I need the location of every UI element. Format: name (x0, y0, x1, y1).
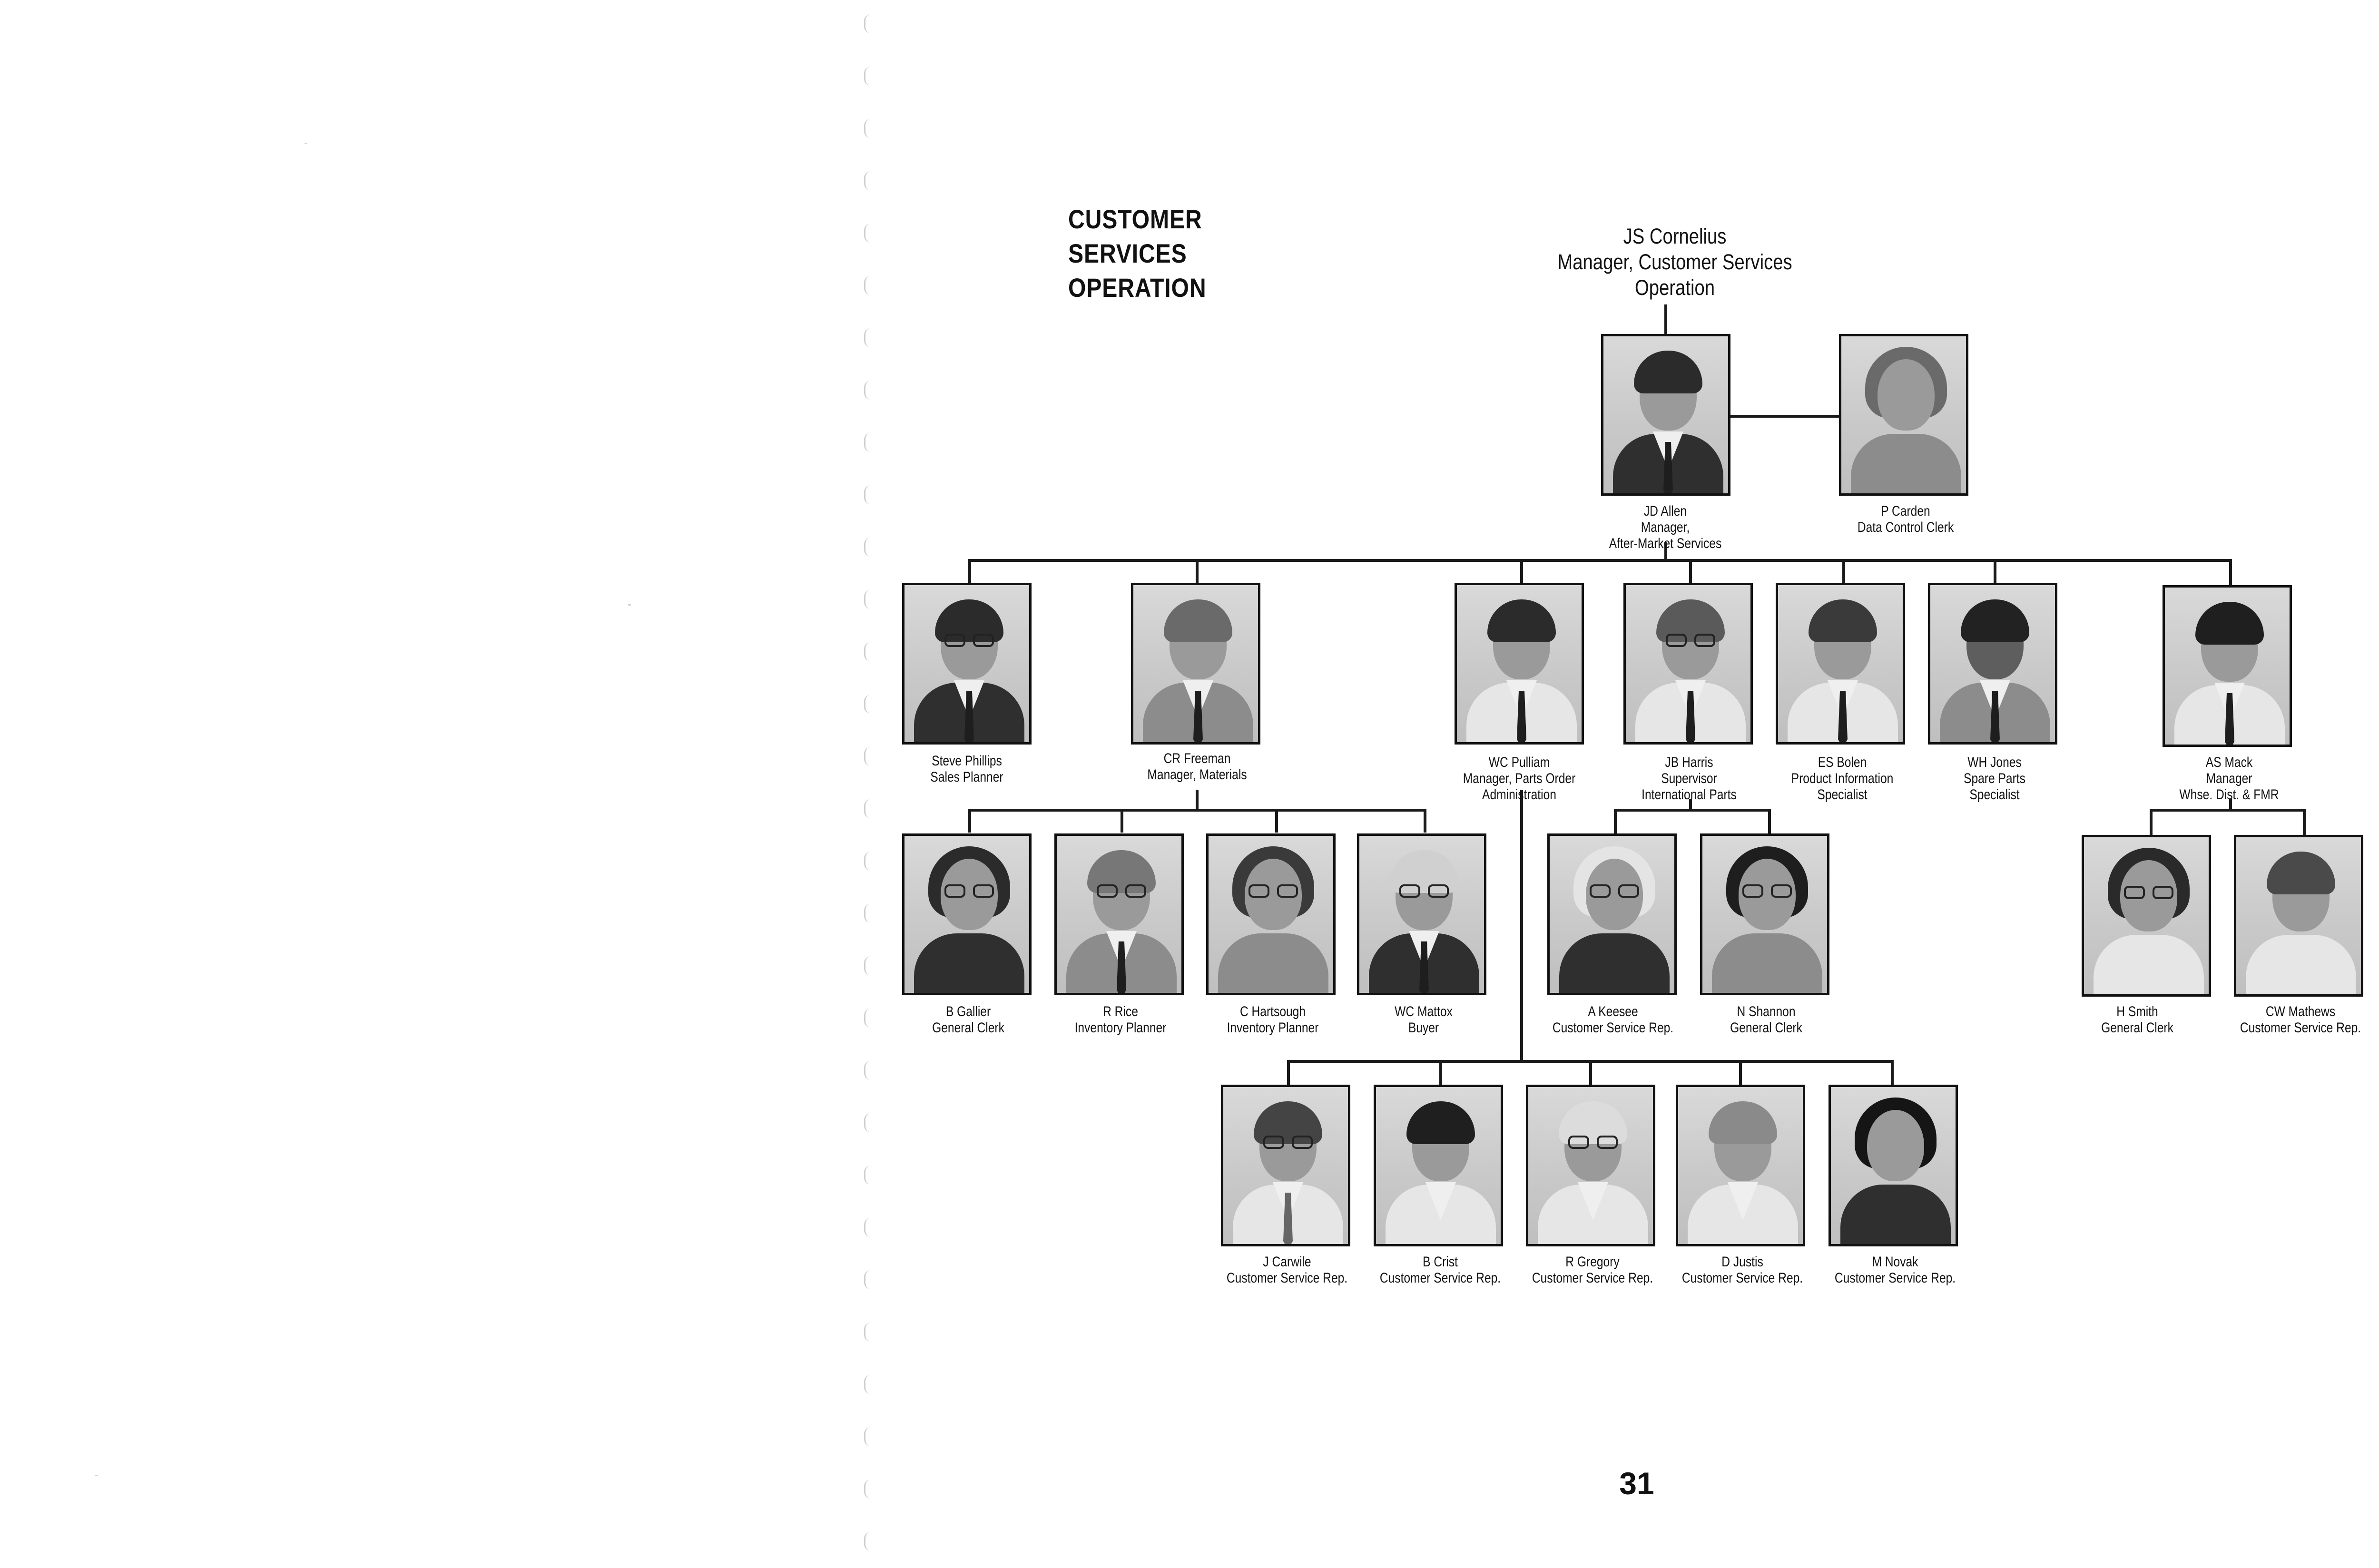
person-name: R Gregory (1565, 1254, 1620, 1270)
connector-line (1287, 1060, 1290, 1086)
paper-speck (628, 604, 631, 606)
caption-es-bolen (1760, 755, 1924, 803)
person-name: WC Pulliam (1488, 755, 1550, 770)
caption-steve-phillips (885, 753, 1049, 785)
connector-line (1614, 809, 1617, 835)
connector-line (1664, 304, 1667, 335)
person-title: General Clerk (2101, 1020, 2173, 1036)
section-title-line: SERVICES (1068, 238, 1187, 268)
connector-line (968, 809, 971, 833)
connector-line (1196, 559, 1199, 583)
person-title: After-Market Services (1609, 536, 1722, 551)
person-name: JD Allen (1643, 503, 1687, 519)
person-title: Administration (1482, 787, 1556, 803)
person-name: D Justis (1721, 1254, 1763, 1270)
caption-d-justis (1661, 1254, 1824, 1286)
photo-a-keesee (1547, 833, 1677, 995)
caption-b-crist (1358, 1254, 1522, 1286)
person-title: Manager, Parts Order (1463, 771, 1576, 786)
connector-line (2229, 559, 2232, 585)
photo-m-novak (1828, 1085, 1958, 1246)
photo-b-gallier (902, 833, 1032, 995)
person-name: P Carden (1881, 503, 1930, 519)
person-name: M Novak (1872, 1254, 1918, 1270)
photo-n-shannon (1700, 833, 1829, 995)
photo-p-carden (1839, 334, 1968, 496)
person-title: Specialist (1817, 787, 1868, 803)
connector-line (968, 809, 1425, 812)
person-title: General Clerk (932, 1020, 1004, 1036)
photo-jb-harris (1623, 583, 1753, 745)
person-name: JB Harris (1665, 755, 1713, 770)
photo-r-gregory (1526, 1085, 1655, 1246)
connector-line (1424, 809, 1426, 833)
person-name: Steve Phillips (932, 753, 1002, 769)
connector-line (1689, 559, 1692, 583)
top-manager-name: JS Cornelius (1623, 224, 1727, 248)
person-name: R Rice (1103, 1004, 1138, 1019)
person-title: Whse. Dist. & FMR (2179, 787, 2279, 803)
caption-c-hartsough (1191, 1004, 1355, 1036)
person-name: A Keesee (1588, 1004, 1638, 1019)
connector-line (2150, 809, 2306, 812)
person-title: Customer Service Rep. (1681, 1270, 1803, 1286)
connector-line (1891, 1060, 1894, 1086)
connector-line (1589, 1060, 1592, 1086)
caption-a-keesee (1531, 1004, 1695, 1036)
caption-jb-harris (1607, 755, 1771, 803)
person-name: CR Freeman (1163, 751, 1231, 766)
person-title: Customer Service Rep. (1226, 1270, 1348, 1286)
person-title: Customer Service Rep. (1834, 1270, 1956, 1286)
person-name: WH Jones (1967, 755, 2022, 770)
person-title: Inventory Planner (1227, 1020, 1319, 1036)
connector-line (1614, 809, 1771, 812)
photo-steve-phillips (902, 583, 1032, 745)
connector-line (1842, 559, 1845, 583)
person-title: Customer Service Rep. (1532, 1270, 1653, 1286)
caption-h-smith (2055, 1004, 2219, 1036)
photo-es-bolen (1776, 583, 1905, 745)
caption-wc-pulliam (1437, 755, 1601, 803)
connector-line (1730, 415, 1841, 418)
photo-wc-pulliam (1455, 583, 1584, 745)
paper-speck (95, 1475, 98, 1476)
person-title: Manager, (1641, 519, 1690, 535)
photo-cr-freeman (1131, 583, 1260, 745)
person-title: Manager, Materials (1147, 767, 1247, 783)
person-name: N Shannon (1737, 1004, 1796, 1019)
person-title: General Clerk (1730, 1020, 1802, 1036)
connector-line (1121, 809, 1123, 833)
person-title: Inventory Planner (1074, 1020, 1167, 1036)
person-title: Specialist (1969, 787, 2020, 803)
connector-line (1739, 1060, 1742, 1086)
caption-m-novak (1813, 1254, 1977, 1286)
person-title: Customer Service Rep. (1379, 1270, 1501, 1286)
connector-line (1520, 559, 1523, 583)
person-title: Product Information (1791, 771, 1894, 786)
section-title-line: OPERATION (1068, 273, 1207, 303)
photo-b-crist (1374, 1085, 1503, 1246)
person-title: Customer Service Rep. (1552, 1020, 1674, 1036)
connector-line (1768, 809, 1771, 835)
person-title: Customer Service Rep. (2240, 1020, 2361, 1036)
page-number: 31 (1619, 1466, 1654, 1501)
photo-r-rice (1054, 833, 1184, 995)
person-name: H Smith (2116, 1004, 2158, 1019)
connector-line (968, 559, 971, 583)
caption-r-gregory (1511, 1254, 1674, 1286)
caption-j-carwile (1205, 1254, 1369, 1286)
section-title (1068, 202, 1240, 305)
photo-as-mack (2163, 585, 2292, 747)
caption-cr-freeman (1115, 751, 1279, 783)
photo-cw-mathews (2234, 835, 2363, 997)
caption-wc-mattox (1342, 1004, 1505, 1036)
caption-n-shannon (1684, 1004, 1848, 1036)
person-title: International Parts (1642, 787, 1737, 803)
photo-wc-mattox (1357, 833, 1486, 995)
section-title-line: CUSTOMER (1068, 204, 1202, 234)
person-title: Spare Parts (1964, 771, 2025, 786)
photo-wh-jones (1928, 583, 2057, 745)
connector-line (1520, 790, 1523, 1062)
person-name: C Hartsough (1239, 1004, 1306, 1019)
photo-c-hartsough (1206, 833, 1336, 995)
top-manager-title: Manager, Customer Services (1557, 250, 1792, 274)
caption-jd-allen (1583, 503, 1747, 552)
connector-line (1275, 809, 1278, 833)
person-title: Buyer (1408, 1020, 1439, 1036)
connector-line (2303, 809, 2306, 835)
person-name: CW Mathews (2265, 1004, 2336, 1019)
caption-b-gallier (886, 1004, 1050, 1036)
paper-speck (305, 143, 307, 144)
connector-line (1439, 1060, 1442, 1086)
caption-p-carden (1824, 503, 1987, 536)
caption-cw-mathews (2219, 1004, 2379, 1036)
connector-line (968, 559, 2232, 562)
caption-r-rice (1039, 1004, 1202, 1036)
person-title: Data Control Clerk (1857, 519, 1954, 535)
caption-as-mack (2147, 755, 2311, 803)
top-manager-title-cont: Operation (1635, 275, 1715, 300)
photo-d-justis (1676, 1085, 1805, 1246)
person-name: WC Mattox (1395, 1004, 1453, 1019)
person-name: AS Mack (2205, 755, 2253, 770)
photo-j-carwile (1221, 1085, 1350, 1246)
binder-spine (861, 0, 880, 1568)
person-name: ES Bolen (1818, 755, 1867, 770)
connector-line (2150, 809, 2153, 835)
photo-jd-allen (1601, 334, 1730, 496)
photo-h-smith (2082, 835, 2211, 997)
caption-wh-jones (1913, 755, 2076, 803)
top-manager-label (1521, 224, 1828, 301)
person-title: Sales Planner (930, 769, 1003, 785)
person-name: J Carwile (1263, 1254, 1311, 1270)
person-title: Manager (2206, 771, 2252, 786)
connector-line (1994, 559, 1996, 583)
connector-line (1196, 790, 1199, 811)
person-title: Supervisor (1661, 771, 1717, 786)
person-name: B Crist (1423, 1254, 1458, 1270)
person-name: B Gallier (945, 1004, 991, 1019)
